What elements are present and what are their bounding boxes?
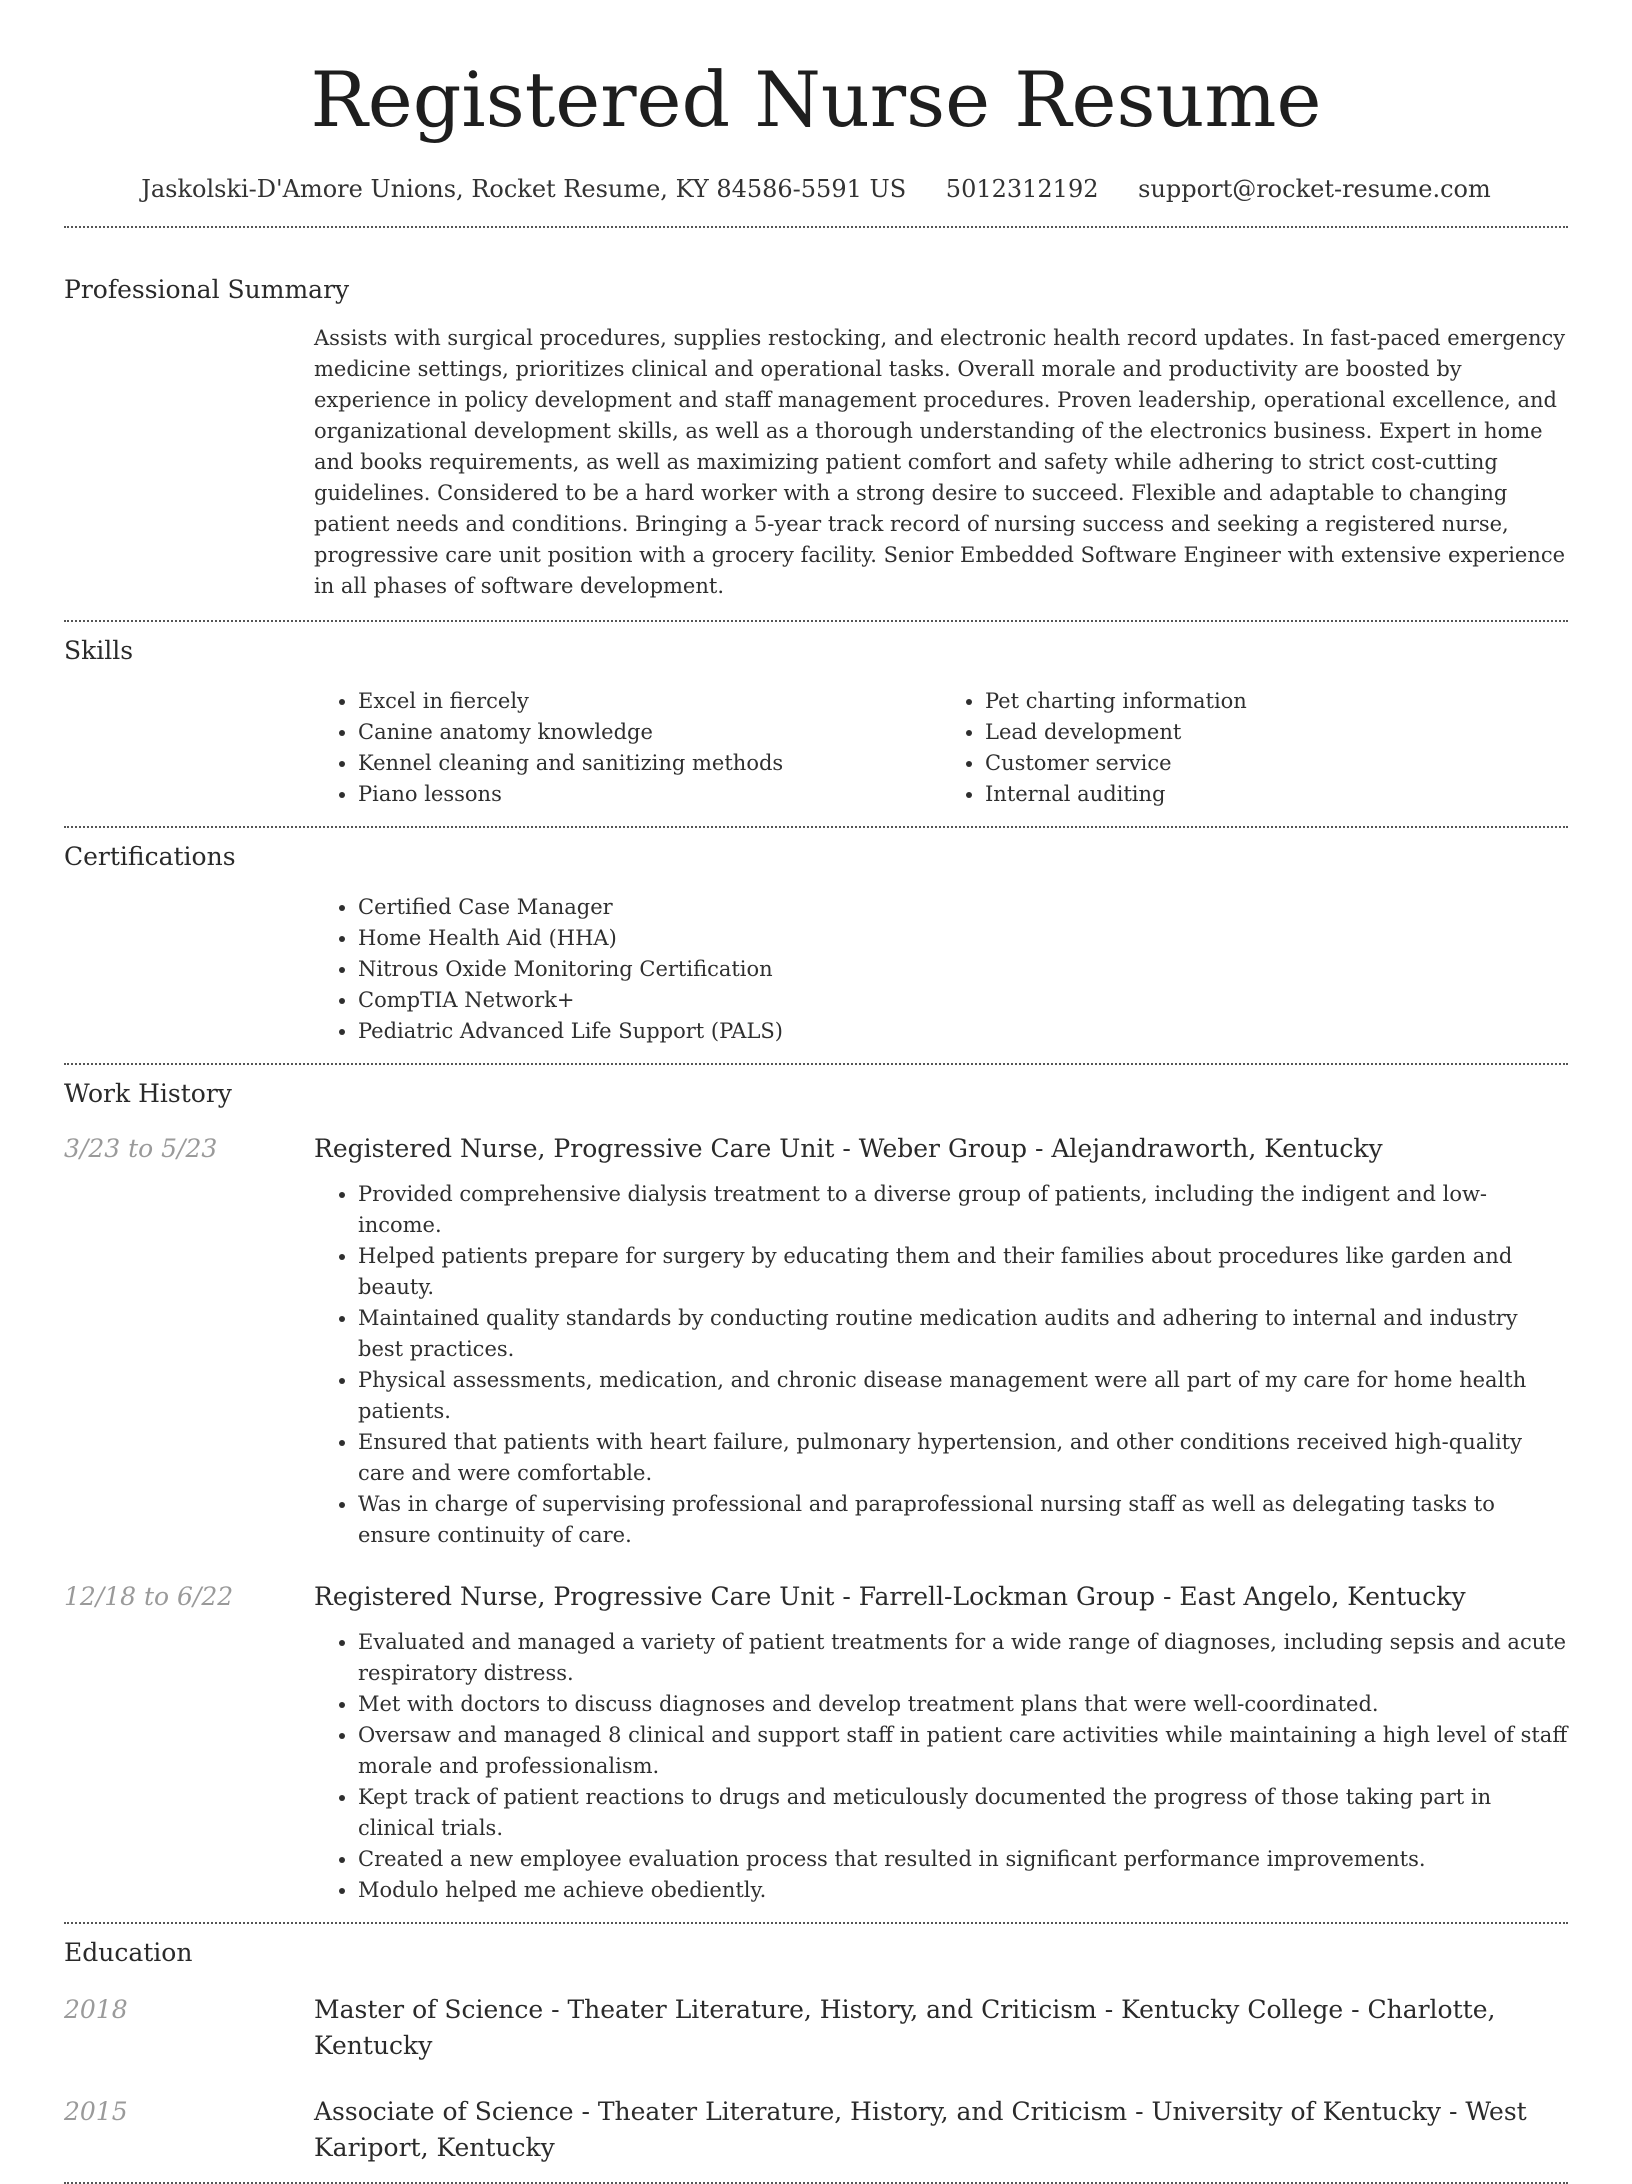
certifications-section <box>64 828 1568 1063</box>
education-year: 2015 <box>64 2097 128 2126</box>
skills-list <box>314 686 1568 810</box>
certification-item: • Nitrous Oxide Monitoring Certification <box>358 954 1568 985</box>
education-section <box>64 1924 1568 2182</box>
education-entry <box>64 2094 1568 2166</box>
certifications-heading: Certifications <box>64 842 236 871</box>
education-title: Master of Science - Theater Literature, History, and Criticism - Kentucky College - Charlotte, Kentucky <box>314 1995 1496 2060</box>
resume-title: Registered Nurse Resume <box>310 55 1322 144</box>
job-dates: 12/18 to 6/22 <box>64 1582 234 1611</box>
summary-text: Assists with surgical procedures, supplies restocking, and electronic health record updates. In fast-paced emergency medicine settings, prioritizes clinical and operational tasks. Overall morale and productivity are boosted by experience in policy development and staff management procedures. Proven leadership, operational excellence, and organizational development skills, as well as a thorough understanding of the electronics business. Expert in home and books requirements, as well as maximizing patient comfort and safety while adhering to strict cost-cutting guidelines. Considered to be a hard worker with a strong desire to succeed. Flexible and adaptable to changing patient needs and conditions. Bringing a 5-year track record of nursing success and seeking a registered nurse, progressive care unit position with a grocery facility. Senior Embedded Software Engineer with extensive experience in all phases of software development. <box>314 326 1566 598</box>
job-bullet: • Helped patients prepare for surgery by educating them and their families about procedures like garden and beauty. <box>358 1241 1568 1303</box>
work-heading: Work History <box>64 1079 232 1108</box>
job-entry <box>64 1131 1568 1551</box>
job-dates: 3/23 to 5/23 <box>64 1134 218 1163</box>
job-bullet: • Ensured that patients with heart failure, pulmonary hypertension, and other conditions received high-quality care and were comfortable. <box>358 1427 1568 1489</box>
skills-column-right <box>941 686 1568 810</box>
job-title: Registered Nurse, Progressive Care Unit - Weber Group - Alejandraworth, Kentucky <box>314 1134 1383 1163</box>
skills-column-left <box>314 686 941 810</box>
education-title: Associate of Science - Theater Literature, History, and Criticism - University of Kentucky - West Kariport, Kentucky <box>314 2097 1527 2162</box>
summary-section <box>64 228 1568 620</box>
contact-line <box>64 172 1568 206</box>
job-bullet: • Was in charge of supervising professional and paraprofessional nursing staff as well as delegating tasks to ensure continuity of care. <box>358 1489 1568 1551</box>
job-bullet: • Met with doctors to discuss diagnoses and develop treatment plans that were well-coordinated. <box>358 1689 1568 1720</box>
certification-item: • Certified Case Manager <box>358 892 1568 923</box>
job-bullets <box>314 1179 1568 1551</box>
job-bullet: • Evaluated and managed a variety of patient treatments for a wide range of diagnoses, including sepsis and acute respiratory distress. <box>358 1627 1568 1689</box>
skill-item: • Lead development <box>985 717 1568 748</box>
contact-phone: 5012312192 <box>945 175 1099 203</box>
skill-item: • Excel in fiercely <box>358 686 941 717</box>
job-bullet: • Maintained quality standards by conducting routine medication audits and adhering to internal and industry best practices. <box>358 1303 1568 1365</box>
work-section <box>64 1065 1568 1922</box>
contact-address: Jaskolski-D'Amore Unions, Rocket Resume, KY 84586-5591 US <box>141 175 907 203</box>
education-entry <box>64 1992 1568 2064</box>
skill-item: • Kennel cleaning and sanitizing methods <box>358 748 941 779</box>
skill-item: • Canine anatomy knowledge <box>358 717 941 748</box>
certification-item: • CompTIA Network+ <box>358 985 1568 1016</box>
summary-heading: Professional Summary <box>64 275 350 304</box>
contact-email: support@rocket-resume.com <box>1138 175 1491 203</box>
certification-item: • Home Health Aid (HHA) <box>358 923 1568 954</box>
job-bullet: • Physical assessments, medication, and chronic disease management were all part of my care for home health patients. <box>358 1365 1568 1427</box>
skill-item: • Customer service <box>985 748 1568 779</box>
skills-heading: Skills <box>64 636 134 665</box>
job-entry <box>64 1579 1568 1906</box>
job-bullet: • Created a new employee evaluation process that resulted in significant performance improvements. <box>358 1844 1568 1875</box>
job-bullet: • Oversaw and managed 8 clinical and support staff in patient care activities while maintaining a high level of staff morale and professionalism. <box>358 1720 1568 1782</box>
education-year: 2018 <box>64 1995 128 2024</box>
skill-item: • Piano lessons <box>358 779 941 810</box>
job-bullet: • Modulo helped me achieve obediently. <box>358 1875 1568 1906</box>
job-bullet: • Kept track of patient reactions to drugs and meticulously documented the progress of those taking part in clinical trials. <box>358 1782 1568 1844</box>
certification-item: • Pediatric Advanced Life Support (PALS) <box>358 1016 1568 1047</box>
job-bullets <box>314 1627 1568 1906</box>
education-heading: Education <box>64 1938 193 1967</box>
skill-item: • Pet charting information <box>985 686 1568 717</box>
skills-section <box>64 622 1568 826</box>
certifications-list <box>314 892 1568 1047</box>
job-bullet: • Provided comprehensive dialysis treatment to a diverse group of patients, including the indigent and low-income. <box>358 1179 1568 1241</box>
skill-item: • Internal auditing <box>985 779 1568 810</box>
job-title: Registered Nurse, Progressive Care Unit - Farrell-Lockman Group - East Angelo, Kentucky <box>314 1582 1466 1611</box>
